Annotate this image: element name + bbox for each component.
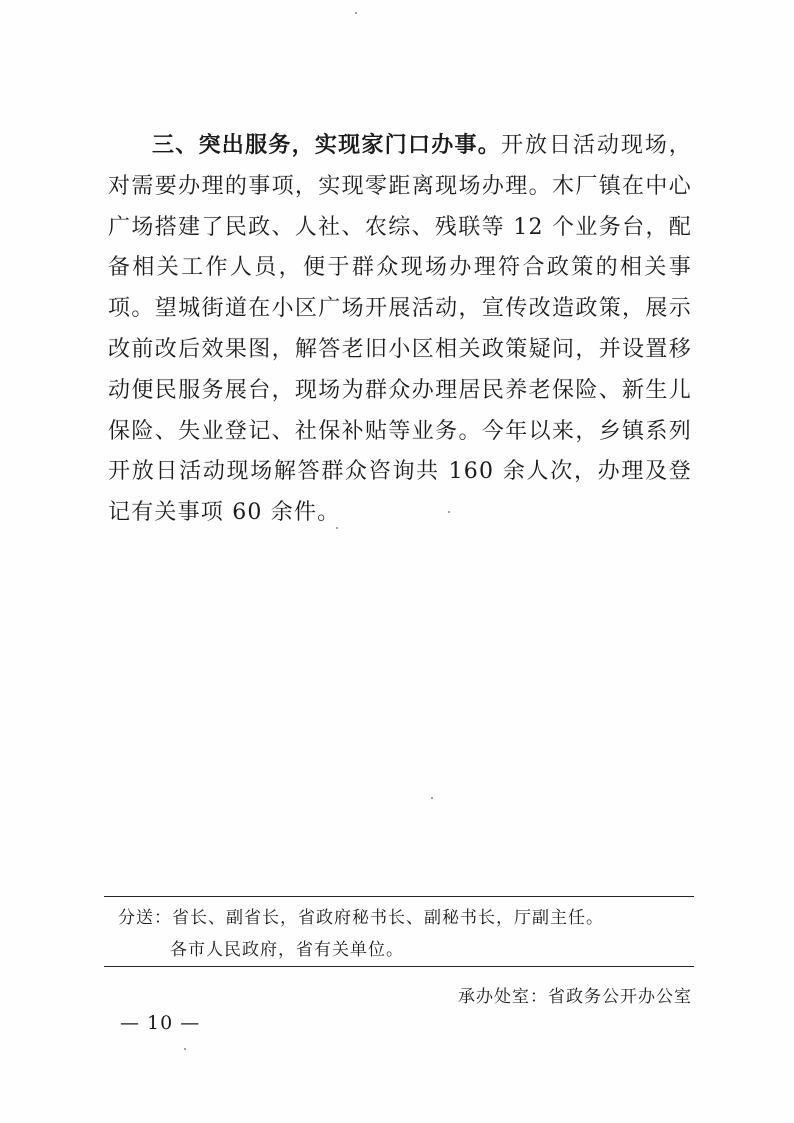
page-number: — 10 —: [120, 1012, 201, 1034]
section-heading: 三、突出服务，实现家门口办事。: [152, 133, 502, 158]
distribution-bottom-rule: [104, 966, 694, 967]
distribution-line-2: 各市人民政府，省有关单位。: [170, 940, 404, 960]
scan-speck: [431, 797, 433, 799]
section-paragraph: [108, 126, 692, 534]
scan-speck: [448, 511, 450, 513]
handling-office: 承办处室：省政务公开办公室: [458, 987, 692, 1007]
section-body: 开放日活动现场，对需要办理的事项，实现零距离现场办理。木厂镇在中心广场搭建了民政、人社、农综、残联等 12 个业务台，配备相关工作人员，便于群众现场办理符合政策的相关事项。望城街道在小区广场开展活动，宣传改造政策，展示改前改后效果图，解答老旧小区相关政策疑问，并设置移动便民服务展台，现场为群众办理居民养老保险、新生儿保险、失业登记、社保补贴等业务。今年以来，乡镇系列开放日活动现场解答群众咨询共 160 余人次，办理及登记有关事项 60 余件。: [108, 133, 692, 526]
distribution-top-rule: [104, 896, 694, 897]
distribution-line-1: 分送：省长、副省长，省政府秘书长、副秘书长，厅副主任。: [118, 908, 604, 928]
scan-speck: [355, 12, 357, 14]
scan-speck: [336, 527, 338, 529]
scan-speck: [184, 1048, 186, 1050]
